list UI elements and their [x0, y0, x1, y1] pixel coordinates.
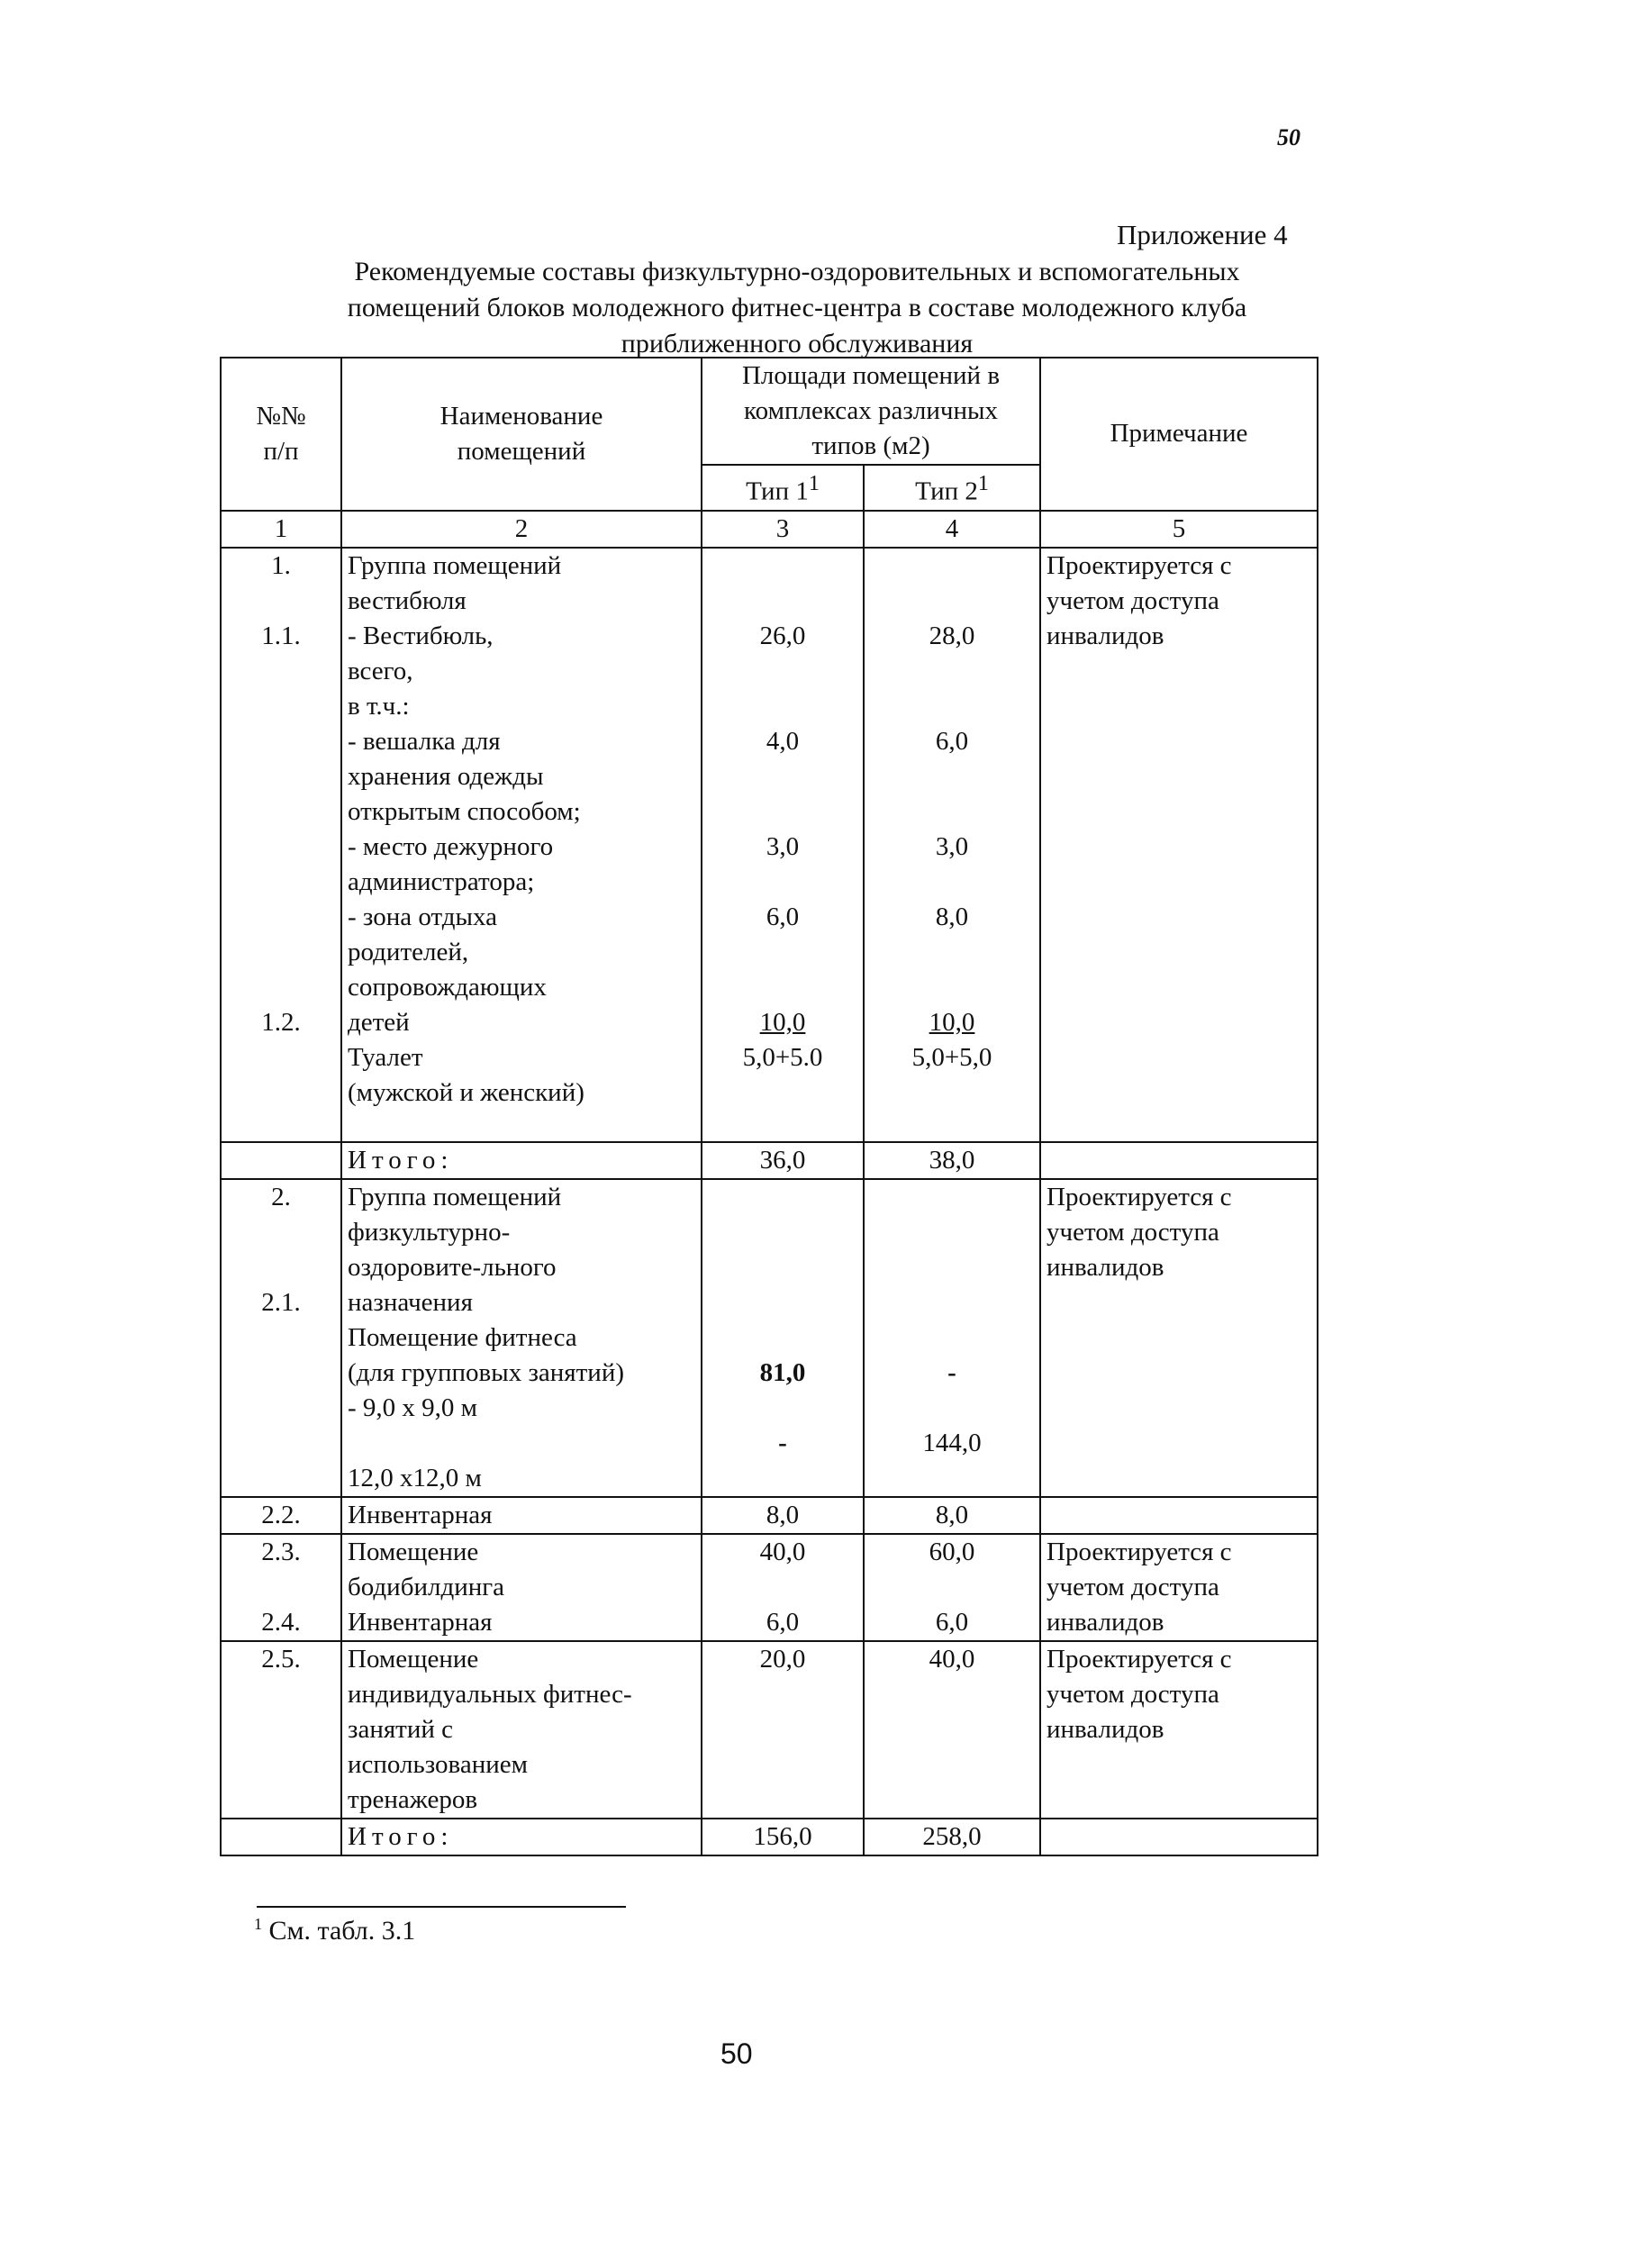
- appendix-label: Приложение 4: [1117, 219, 1288, 250]
- group1-names: Группа помещений вестибюля - Вестибюль, всего, в т.ч.: - вешалка для хранения одежды открытым способом; - место дежурного администратора; - зона отдыха родителей, сопровождающих детей Туалет (мужской и женский): [341, 548, 702, 1142]
- page-number-top: 50: [1277, 124, 1300, 150]
- header-note: Примечание: [1040, 358, 1318, 511]
- group1-type1: 26,0 4,0 3,0 6,0 10,0 5,0+5.0: [702, 548, 864, 1142]
- total-type1: 156,0: [702, 1819, 864, 1855]
- page-number-bottom: 50: [720, 2037, 753, 2070]
- group2-row: [221, 1179, 1318, 1497]
- fitness-room-row: 2.5. Помещение индивидуальных фитнес- занятий с использованием тренажеров 20,0 40,0 Проектируется с учетом доступа инвалидов: [221, 1641, 1318, 1819]
- group2-total-row: [221, 1819, 1318, 1855]
- title-line: Рекомендуемые составы физкультурно-оздоровительных и вспомогательных: [354, 257, 1240, 286]
- header-name: Наименование помещений: [341, 358, 702, 511]
- group1-total-row: [221, 1142, 1318, 1179]
- title-line: приближенного обслуживания: [621, 329, 974, 358]
- header-type2: Тип $2^1$: [864, 465, 1040, 511]
- total-label: Итого:: [341, 1142, 702, 1179]
- group2-type1: 81,0 -: [702, 1179, 864, 1497]
- group1-nums: 1. 1.1. 1.2.: [221, 548, 341, 1142]
- total-type2: 38,0: [864, 1142, 1040, 1179]
- group2-nums: 2. 2.1.: [221, 1179, 341, 1497]
- inventory-row: 2.2. Инвентарная 8,0 8,0: [221, 1497, 1318, 1534]
- total-type1: 36,0: [702, 1142, 864, 1179]
- title-line: помещений блоков молодежного фитнес-центра в составе молодежного клуба: [347, 293, 1247, 322]
- header-num: №№ п/п: [221, 358, 341, 511]
- table-header-row: [221, 358, 1318, 465]
- group1-type2: 28,0 6,0 3,0 8,0 10,0 5,0+5,0: [864, 548, 1040, 1142]
- footnote-rule: [257, 1906, 626, 1908]
- bodybuilding-row: 2.3. 2.4. Помещение бодибилдинга Инвентарная 40,0 6,0 60,0 6,0 Проектируется с учетом доступа инвалидов: [221, 1534, 1318, 1641]
- footnote: $^1$ См. табл. 3.1: [254, 1915, 416, 1946]
- column-numbers-row: 1 2 3 4 5: [221, 511, 1318, 548]
- group2-names: Группа помещений физкультурно- оздоровите-льного назначения Помещение фитнеса (для групповых занятий) - 9,0 х 9,0 м 12,0 х12,0 м: [341, 1179, 702, 1497]
- total-label: Итого:: [341, 1819, 702, 1855]
- header-type1: Тип $1^1$: [702, 465, 864, 511]
- document-title: [243, 254, 1351, 362]
- group1-note: Проектируется с учетом доступа инвалидов: [1040, 548, 1318, 1142]
- total-type2: 258,0: [864, 1819, 1040, 1855]
- group1-row: [221, 548, 1318, 1142]
- group2-type2: - 144,0: [864, 1179, 1040, 1497]
- rooms-table: [220, 357, 1318, 1856]
- group2-note: Проектируется с учетом доступа инвалидов: [1040, 1179, 1318, 1497]
- header-area: Площади помещений в комплексах различных типов (м2): [702, 358, 1040, 465]
